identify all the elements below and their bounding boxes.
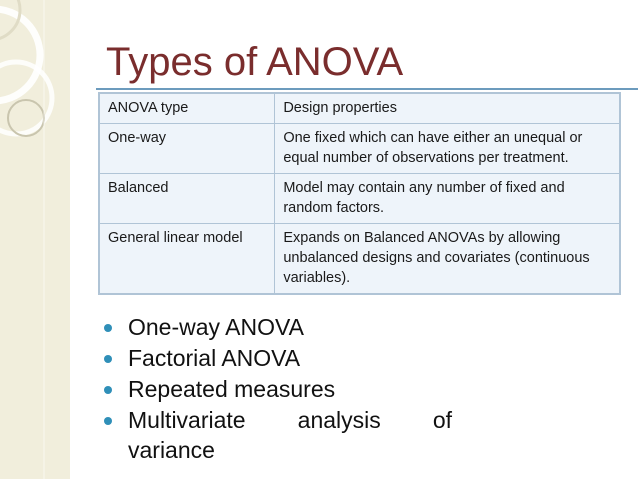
slide-title: Types of ANOVA bbox=[106, 40, 404, 84]
table-cell: One fixed which can have either an unequal or equal number of observations per treatment. bbox=[275, 124, 620, 174]
list-item-word: Multivariate bbox=[128, 407, 246, 433]
table-cell: General linear model bbox=[100, 224, 275, 294]
table-cell: Balanced bbox=[100, 174, 275, 224]
bullet-icon bbox=[104, 417, 112, 425]
list-item-text-line: variance bbox=[128, 437, 215, 463]
bullet-icon bbox=[104, 324, 112, 332]
table-header-cell: ANOVA type bbox=[100, 94, 275, 124]
list-item bbox=[104, 343, 464, 373]
list-item-text-line bbox=[128, 405, 452, 435]
list-item bbox=[104, 312, 464, 342]
list-item bbox=[104, 405, 464, 465]
bullet-icon bbox=[104, 386, 112, 394]
table-cell: Expands on Balanced ANOVAs by allowing unbalanced designs and covariates (continuous variables). bbox=[275, 224, 620, 294]
table-row bbox=[100, 174, 620, 224]
table-cell: Model may contain any number of fixed and random factors. bbox=[275, 174, 620, 224]
table-cell: One-way bbox=[100, 124, 275, 174]
list-item-text: One-way ANOVA bbox=[128, 314, 304, 340]
bullet-list bbox=[104, 312, 464, 466]
title-underline bbox=[96, 88, 638, 90]
decorative-sidebar bbox=[0, 0, 70, 479]
table-header-cell: Design properties bbox=[275, 94, 620, 124]
list-item-word: analysis bbox=[297, 407, 381, 433]
anova-types-table bbox=[98, 92, 621, 295]
bullet-icon bbox=[104, 355, 112, 363]
table-header-row bbox=[100, 94, 620, 124]
list-item-text: Factorial ANOVA bbox=[128, 345, 301, 371]
list-item-text: Repeated measures bbox=[128, 376, 336, 402]
list-item bbox=[104, 374, 464, 404]
table-row bbox=[100, 124, 620, 174]
list-item-word: of bbox=[432, 407, 452, 433]
decorative-circles-graphic bbox=[0, 0, 70, 479]
table-row bbox=[100, 224, 620, 294]
